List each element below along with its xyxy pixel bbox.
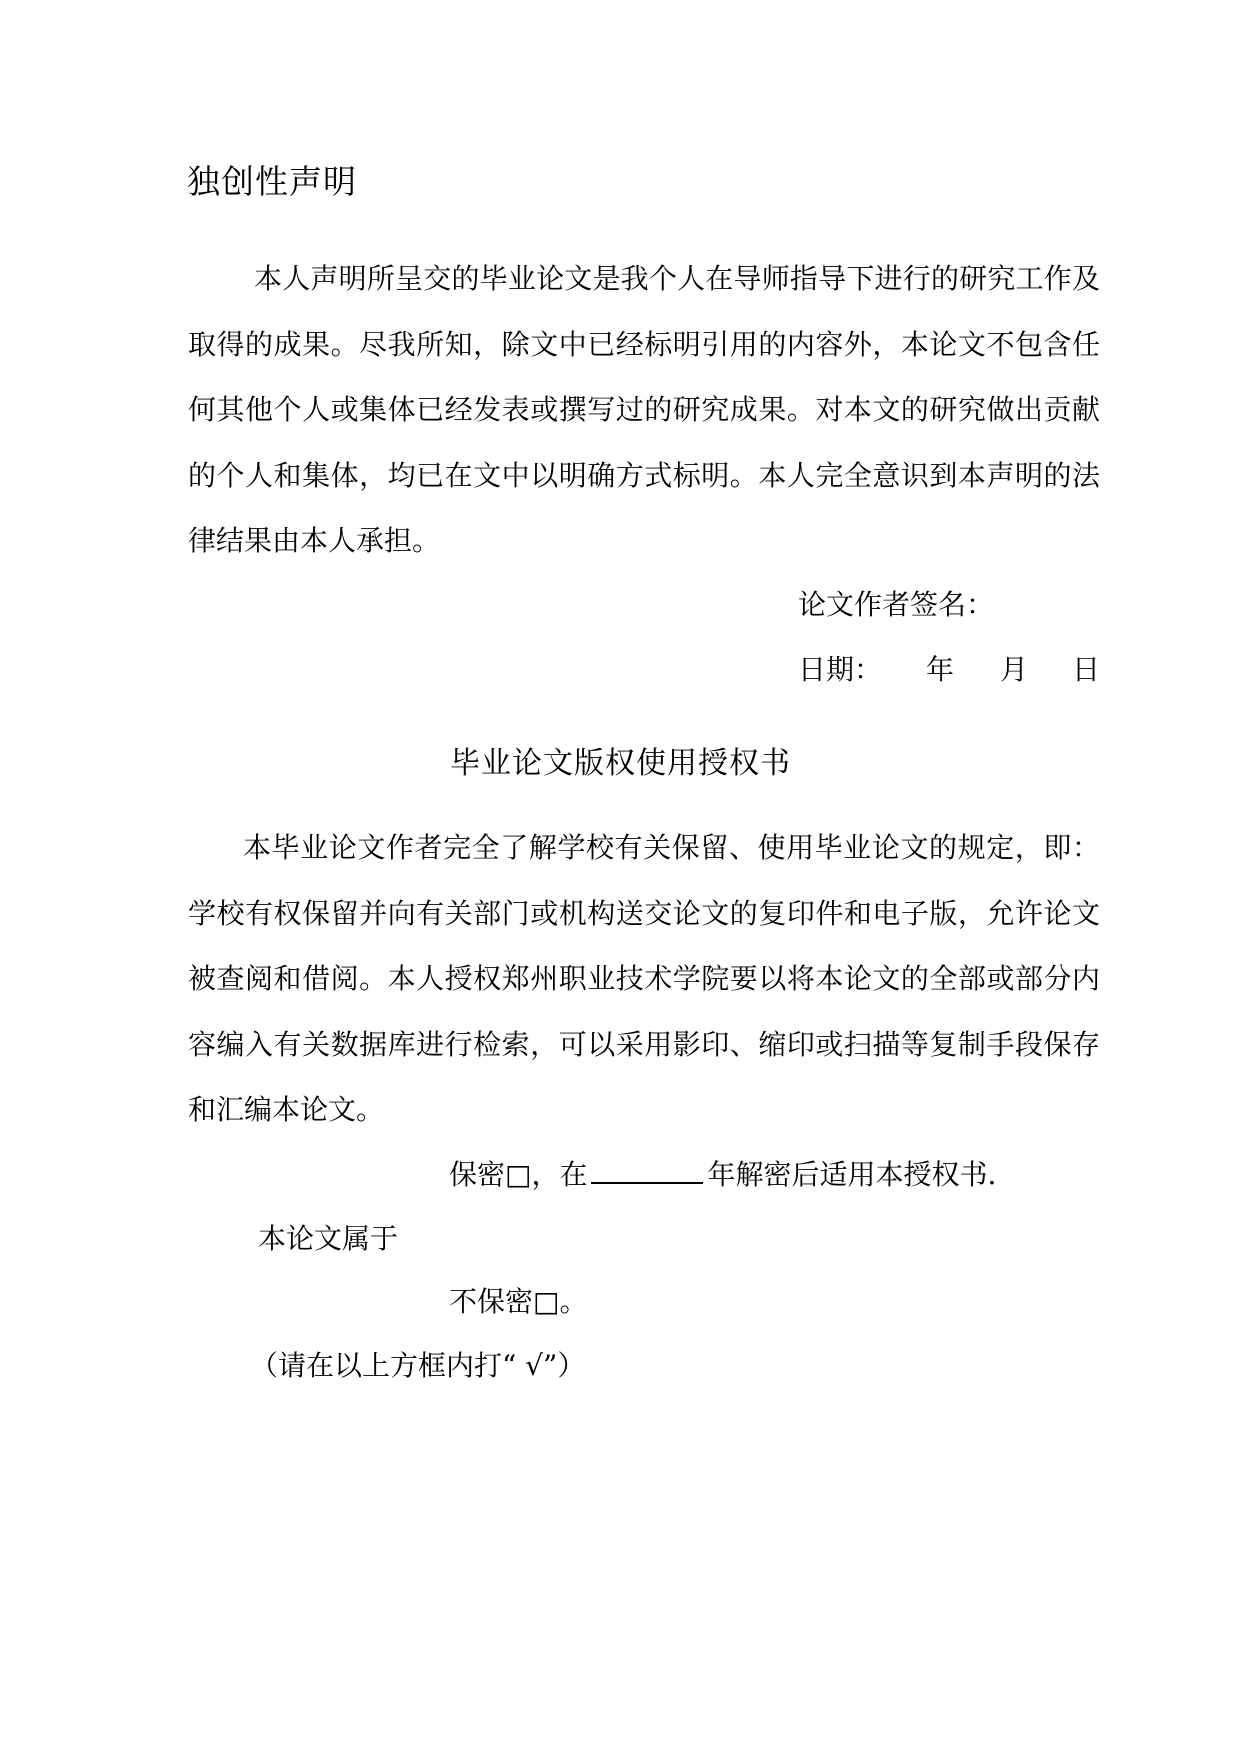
originality-title: 独创性声明 [187,162,357,201]
date-line [798,650,882,690]
not-secret-option: 不保密□。 [449,1285,588,1318]
date-day: 日 [1072,653,1101,686]
date-year: 年 [926,653,955,686]
signature-label: 论文作者签名： [798,588,995,621]
originality-statement: 本人声明所呈交的毕业论文是我个人在导师指导下进行的研究工作及取得的成果。尽我所知，除文中已经标明引用的内容外，本论文不包含任何其他个人或集体已经发表或撰写过的研究成果。对本文的研究做出贡献的个人和集体，均已在文中以明确方式标明。本人完全意识到本声明的法律结果由本人承担。 [188,262,1100,557]
belongs-label: 本论文属于 [258,1222,399,1255]
checkbox-instruction: （请在以上方框内打“ √”） [250,1349,586,1382]
date-month: 月 [1000,653,1029,686]
year-blank [591,1156,703,1184]
secret-option [449,1155,996,1195]
date-label: 日期： [798,653,883,686]
authorization-title: 毕业论文版权使用授权书 [450,746,791,781]
secret-prefix: 保密□，在 [449,1158,588,1191]
secret-suffix: 年解密后适用本授权书. [707,1158,997,1191]
authorization-statement: 本毕业论文作者完全了解学校有关保留、使用毕业论文的规定，即：学校有权保留并向有关部门或机构送交论文的复印件和电子版，允许论文被查阅和借阅。本人授权郑州职业技术学院要以将本论文的全部或部分内容编入有关数据库进行检索，可以采用影印、缩印或扫描等复制手段保存和汇编本论文。 [188,831,1100,1126]
